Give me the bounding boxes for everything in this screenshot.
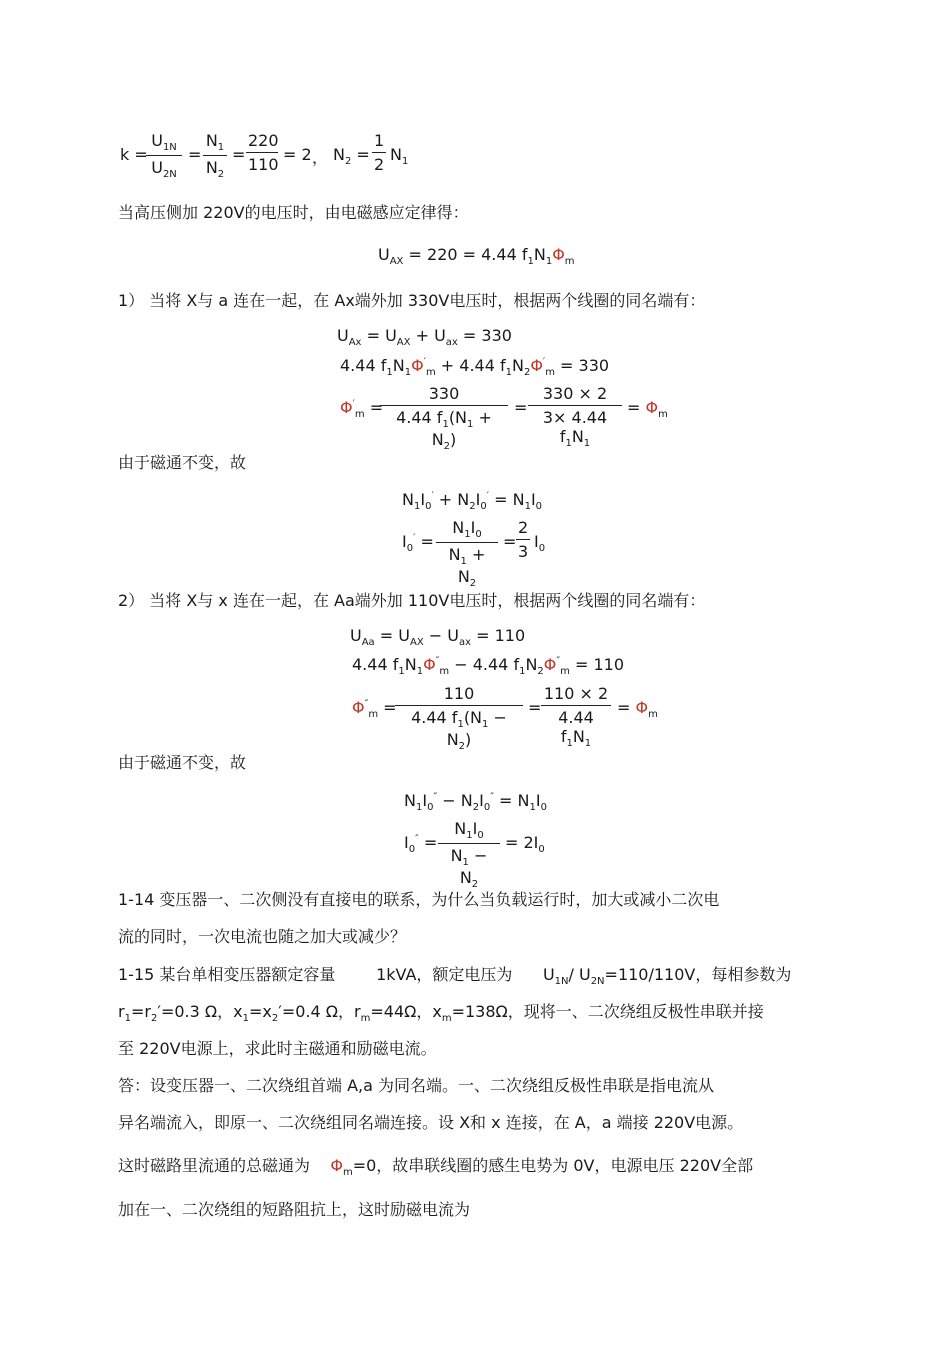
eq-n2: $N_2$ =	[333, 145, 370, 168]
answer-line1: 答：设变压器一、二次绕组首端 A,a 为同名端。一、二次绕组反极性串联是指电流从	[118, 1076, 715, 1095]
question-1-14-line1: 1-14 变压器一、二次侧没有直接电的联系，为什么当负载运行时，加大或减小二次电	[118, 890, 720, 909]
eq-case2-mmf: $N_1I_0'' - N_2I_0'' = N_1I_0$	[404, 791, 547, 814]
eq-result: = 2	[283, 145, 312, 164]
eq-case1-mmf: $N_1I_0' + N_2I_0' = N_1I_0$	[402, 490, 543, 513]
case-1-heading: 1） 当将 X与 a 连在一起，在 Ax端外加 330V电压时，根据两个线圈的同名端有：	[118, 291, 706, 310]
para-flux-const-1: 由于磁通不变，故	[118, 453, 247, 472]
answer-line3: 这时磁路里流通的总磁通为 $\Phi_m=0$，故串联线圈的感生电势为 0V，电源电压 220V全部	[118, 1156, 754, 1179]
question-1-15-line1: 1-15 某台单相变压器额定容量 1kVA，额定电压为 $U_{1N}/$ $U_{2N}=110/110V$，每相参数为	[118, 965, 792, 988]
eq-case2-voltage: $U_{Aa} = U_{AX} - U_{ax} = 110$	[350, 626, 526, 649]
frac-330: $\frac{330}{4.44 f_1(N_1 + N_2)}$	[380, 384, 508, 452]
eq-case1-flux: 4.44 $f_1N_1\Phi'_m + 4.44$ $f_1N_2\Phi'_m = 330$	[340, 356, 610, 379]
eq-n1: $N_1$	[390, 145, 409, 168]
eq-k: k =	[120, 145, 148, 164]
para-high-voltage: 当高压侧加 220V的电压时，由电磁感应定律得：	[118, 203, 469, 222]
frac-330x2: $\frac{330 \times 2}{3\times 4.44 f_1N_1}$	[528, 384, 622, 449]
question-1-14-line2: 流的同时，一次电流也随之加大或减少？	[118, 927, 407, 946]
case-2-heading: 2） 当将 X与 x 连在一起，在 Aa端外加 110V电压时，根据两个线圈的同名端有：	[118, 591, 706, 610]
answer-line4: 加在一、二次绕组的短路阻抗上，这时励磁电流为	[118, 1200, 471, 1219]
eq-case2-flux: 4.44 $f_1N_1\Phi''_m - 4.44$ $f_1N_2\Phi''_m = 110$	[352, 655, 625, 678]
eq-uax: $U_{AX} = 220 = 4.44$ $f_1N_1\Phi_m$	[378, 245, 575, 268]
eq-case1-voltage: $U_{Ax} = U_{AX} + U_{ax} = 330$	[337, 326, 512, 349]
frac-half: $\frac{1}{2}$	[374, 131, 385, 174]
question-1-15-line2: $r_1=r_2'=0.3$ Ω，$x_1=x_2'=0.4$ Ω，$r_m=44\Omega$，$x_m=138\Omega$，现将一、二次绕组反极性串联并接	[118, 1002, 764, 1025]
frac-220-110: $\frac{220}{110}$	[248, 131, 279, 174]
frac-n1-n2: $\frac{N_1}{N_2}$	[203, 131, 227, 180]
frac-u1n-u2n: $\frac{U_{1N}}{U_{2N}}$	[146, 131, 182, 180]
para-flux-const-2: 由于磁通不变，故	[118, 753, 247, 772]
question-1-15-line3: 至 220V电源上，求此时主磁通和励磁电流。	[118, 1039, 437, 1058]
answer-line2: 异名端流入，即原一、二次绕组同名端连接。设 X和 x 连接，在 A，a 端接 220V电源。	[118, 1113, 744, 1132]
